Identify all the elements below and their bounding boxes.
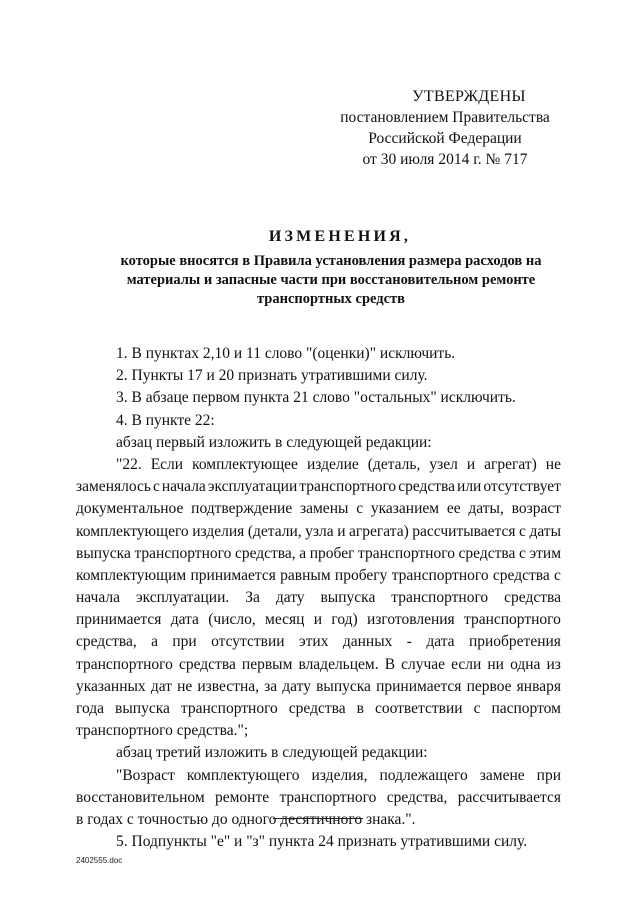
approval-line: Российской Федерации [368, 130, 522, 147]
para22-line: транспортного средства."; [76, 722, 249, 740]
divider-line [273, 818, 363, 819]
para22-line: "22. Если комплектующее изделие (деталь, узел и агрегат) не [116, 455, 561, 473]
document-body [76, 343, 561, 853]
approval-block [330, 86, 560, 170]
item-3: 3. В абзаце первом пункта 21 слово "остальных" исключить. [116, 389, 516, 407]
third-paragraph [76, 765, 561, 832]
subtitle-line: транспортных средств [256, 291, 406, 307]
approval-heading: УТВЕРЖДЕНЫ [412, 88, 526, 105]
document-title: ИЗМЕНЕНИЯ, [268, 228, 412, 245]
para22-line: начала эксплуатации. За дату выпуска транспортного средства [76, 589, 561, 607]
para22-line: средства, а при отсутствии этих данных - дата приобретения [76, 633, 561, 651]
third-line: в годах с точностью до одного десятичного знака.". [76, 810, 416, 828]
document-subtitle [96, 252, 566, 309]
third-line: "Возраст комплектующего изделия, подлежащего замене при [116, 766, 561, 784]
third-paragraph-intro: абзац третий изложить в следующей редакции: [116, 744, 428, 762]
item-5: 5. Подпункты "е" и "з" пункта 24 признать утратившими силу. [116, 833, 528, 851]
item-4: 4. В пункте 22: [116, 411, 215, 429]
para22-line: принимается дата (число, месяц и год) изготовления транспортного [76, 611, 561, 629]
subtitle-line: которые вносятся в Правила установления размера расходов на [120, 253, 542, 269]
para22-line: комплектующего изделия (детали, узла и агрегата) рассчитывается с даты [76, 522, 561, 540]
approval-line: от 30 июля 2014 г. № 717 [362, 151, 528, 168]
para22-line: комплектующим принимается равным пробегу транспортного средства с [76, 566, 561, 584]
item-1: 1. В пунктах 2,10 и 11 слово "(оценки)" исключить. [116, 345, 456, 362]
third-line: восстановительном ремонте транспортного средства, рассчитывается [76, 788, 561, 806]
subtitle-line: материалы и запасные части при восстановительном ремонте [126, 272, 536, 288]
item-2: 2. Пункты 17 и 20 признать утратившими силу. [116, 367, 428, 385]
approval-line: постановлением Правительства [340, 109, 550, 126]
item-4-intro: абзац первый изложить в следующей редакции: [116, 433, 432, 451]
para22-line: заменялось с начала эксплуатации транспортного средства или отсутствует [76, 478, 561, 496]
para22-line: документальное подтверждение замены с указанием ее даты, возраст [76, 500, 561, 518]
para22-line: транспортного средства первым владельцем. В случае если ни одна из [76, 655, 561, 673]
para22-line: указанных дат не известна, за дату выпуска принимается первое января [76, 677, 561, 695]
file-name: 2402555.doc [76, 856, 123, 865]
para22-line: выпуска транспортного средства, а пробег транспортного средства с этим [76, 544, 561, 562]
paragraph-22 [76, 454, 561, 742]
para22-line: года выпуска транспортного средства в соответствии с паспортом [76, 700, 561, 717]
